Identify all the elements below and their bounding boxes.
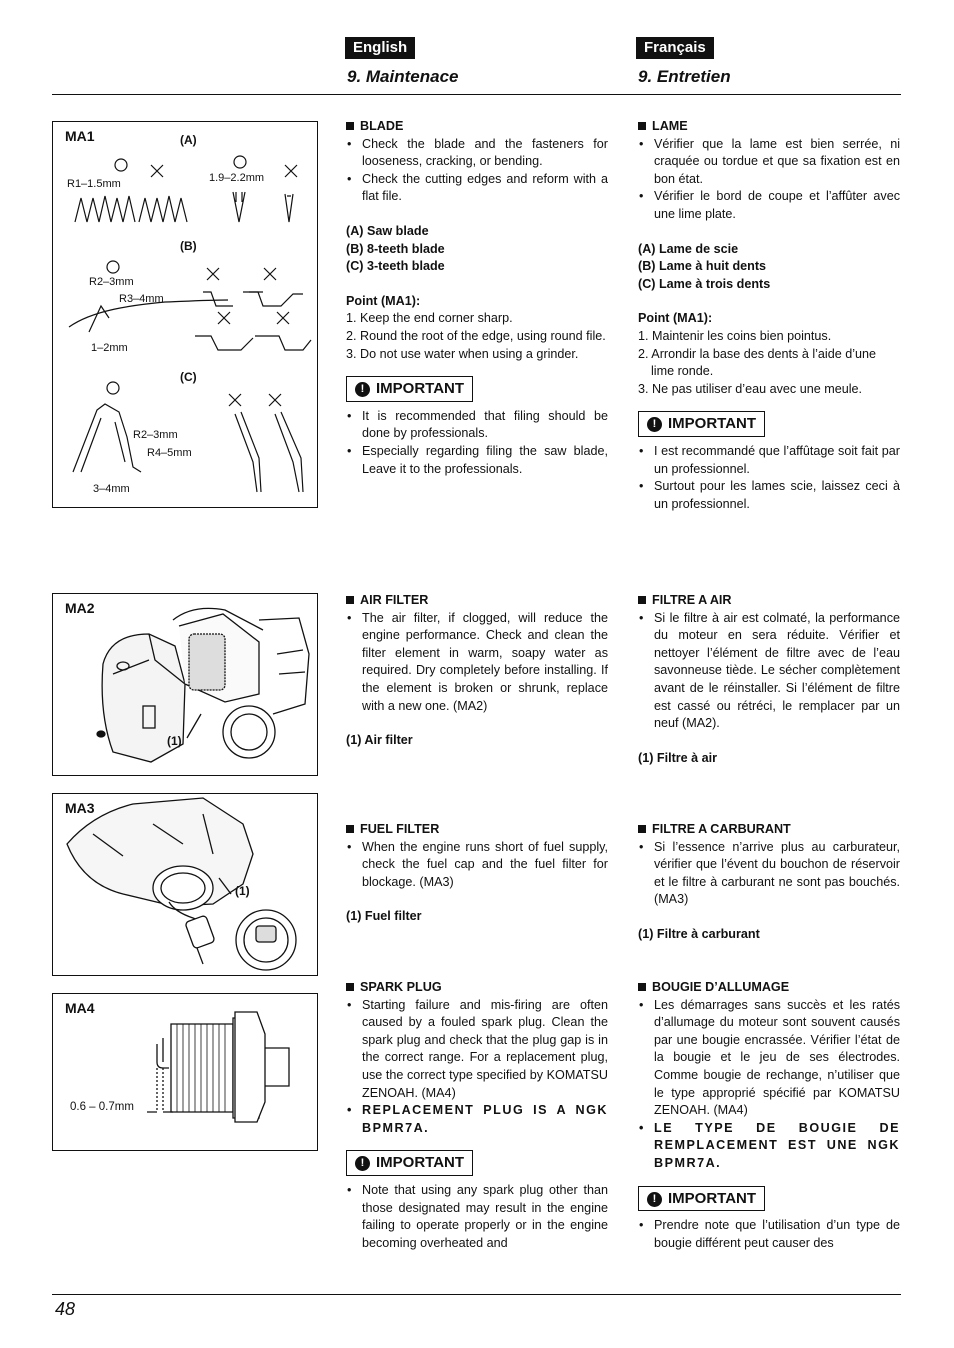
figure-ma4	[52, 993, 318, 1151]
blade-type: (A) Saw blade	[346, 223, 429, 238]
blade-type: (C) Lame à trois dents	[638, 276, 771, 291]
bullet-item: • Prendre note que l’utilisation d’un type de bougie différent peut causer des	[638, 1217, 900, 1252]
section-heading: AIR FILTER	[346, 592, 608, 610]
exclamation-icon: !	[355, 1156, 370, 1171]
ok-circle-icon	[107, 382, 119, 394]
ng-cross-icon	[285, 165, 297, 177]
footer-rule	[52, 1294, 901, 1295]
bullet-item: • LE TYPE DE BOUGIE DE REMPLACEMENT EST UNE NGK BPMR7A.	[638, 1120, 900, 1173]
fr-air-filter-section	[638, 592, 900, 767]
spark-plug-diagram	[53, 994, 319, 1152]
dimension-label: R2–3mm	[133, 429, 178, 441]
blade-type: (C) 3-teeth blade	[346, 259, 445, 274]
ng-cross-icon	[269, 394, 281, 406]
section-heading: FUEL FILTER	[346, 821, 608, 839]
figure-ma1	[52, 121, 318, 508]
bullet-item: • Especially regarding filing the saw blade, Leave it to the professionals.	[346, 443, 608, 478]
language-tab-francais: Français	[636, 37, 714, 59]
section-heading: FILTRE A AIR	[638, 592, 900, 610]
part-label: (1) Filtre à carburant	[638, 926, 760, 941]
figure-callout-b: (B)	[180, 239, 197, 253]
bullet-item: • The air filter, if clogged, will reduce the engine performance. Check and clean the filter element in warm, soapy water as required. Dry completely before installing. If the element is broken or shrunk, replace with a new one. (MA2)	[346, 610, 608, 716]
en-air-filter-section	[346, 592, 608, 750]
bullet-item: • REPLACEMENT PLUG IS A NGK BPMR7A.	[346, 1102, 608, 1137]
important-label: IMPORTANT	[668, 415, 757, 433]
language-tab-english: English	[345, 37, 415, 59]
dimension-label: 0.6 – 0.7mm	[70, 1101, 134, 1113]
dimension-label: R3–4mm	[119, 293, 164, 305]
bullet-item: • Si l’essence n’arrive plus au carburateur, vérifier que l’évent du bouchon de réservoir et le filtre à carburant ne sont pas bouchés. (MA3)	[638, 839, 900, 909]
section-title-en: 9. Maintenace	[347, 67, 459, 86]
part-label: (1) Air filter	[346, 733, 413, 748]
figure-label: MA4	[65, 1000, 95, 1016]
dimension-label: 1.9–2.2mm	[209, 172, 265, 184]
bullet-item: • When the engine runs short of fuel supply, check the fuel cap and the fuel filter for blockage. (MA3)	[346, 839, 608, 892]
point-item: 3. Do not use water when using a grinder.	[346, 346, 579, 361]
figure-callout: (1)	[167, 734, 182, 748]
figure-label: MA2	[65, 600, 95, 616]
fuel-filter-diagram	[53, 794, 319, 977]
section-title-fr: 9. Entretien	[638, 67, 731, 86]
section-heading: BLADE	[346, 118, 608, 136]
point-title: Point (MA1):	[638, 311, 713, 326]
important-label: IMPORTANT	[376, 380, 465, 398]
dimension-label: R2–3mm	[89, 276, 134, 288]
figure-callout: (1)	[235, 884, 250, 898]
dimension-label: 3–4mm	[93, 483, 130, 495]
figure-callout-a: (A)	[180, 133, 197, 147]
figure-ma2	[52, 593, 318, 776]
en-spark-plug-section	[346, 979, 608, 1252]
exclamation-icon: !	[647, 1192, 662, 1207]
bullet-item: • Starting failure and mis-firing are often caused by a fouled spark plug. Clean the spark plug and check that the plug gap is in the correct range. For a replacement plug, use the correct type specified by KOMATSU ZENOAH. (MA4)	[346, 997, 608, 1103]
bullet-item: • Vérifier que la lame est bien serrée, ni craquée ou tordue et que sa fixation est en bon état.	[638, 136, 900, 189]
blade-type: (B) Lame à huit dents	[638, 259, 767, 274]
exclamation-icon: !	[355, 382, 370, 397]
air-filter-diagram	[53, 594, 319, 777]
part-label: (1) Fuel filter	[346, 909, 422, 924]
ng-cross-icon	[207, 268, 219, 280]
point-title: Point (MA1):	[346, 293, 421, 308]
dimension-label: R1–1.5mm	[67, 178, 121, 190]
important-label: IMPORTANT	[376, 1154, 465, 1172]
section-heading: SPARK PLUG	[346, 979, 608, 997]
bullet-item: • Si le filtre à air est colmaté, la performance du moteur en sera réduite. Vérifier et nettoyer l’élément de filtre avec de l’eau savonneuse tiède. Le sécher complètement avant de le réinstaller. Si l’élément de filtre est cassé ou rétréci, le remplacer par un neuf (MA2).	[638, 610, 900, 733]
fr-fuel-filter-section	[638, 821, 900, 944]
bullet-item: • Note that using any spark plug other than those designated may result in the engine failing to operate properly or in the engine becoming overheated and	[346, 1182, 608, 1252]
ok-circle-icon	[234, 156, 246, 168]
en-fuel-filter-section	[346, 821, 608, 926]
section-heading: LAME	[638, 118, 900, 136]
important-notice	[346, 1150, 473, 1176]
figure-ma3	[52, 793, 318, 976]
point-item: 1. Maintenir les coins bien pointus.	[638, 328, 832, 343]
bullet-item: • It is recommended that filing should be done by professionals.	[346, 408, 608, 443]
ok-circle-icon	[115, 159, 127, 171]
important-notice	[638, 1186, 765, 1212]
section-heading: BOUGIE D’ALLUMAGE	[638, 979, 900, 997]
point-item: 3. Ne pas utiliser d’eau avec une meule.	[638, 381, 863, 396]
ng-cross-icon	[264, 268, 276, 280]
section-heading: FILTRE A CARBURANT	[638, 821, 900, 839]
dimension-label: 1–2mm	[91, 342, 128, 354]
ok-circle-icon	[107, 261, 119, 273]
blade-type: (A) Lame de scie	[638, 241, 739, 256]
dimension-label: R4–5mm	[147, 447, 192, 459]
blade-type: (B) 8-teeth blade	[346, 241, 445, 256]
bullet-item: • I est recommandé que l’affûtage soit fait par un professionnel.	[638, 443, 900, 478]
important-notice	[638, 411, 765, 437]
bullet-item: • Check the blade and the fasteners for looseness, cracking, or bending.	[346, 136, 608, 171]
ng-cross-icon	[151, 165, 163, 177]
fr-spark-plug-section	[638, 979, 900, 1252]
figure-label: MA3	[65, 800, 95, 816]
bullet-item: • Vérifier le bord de coupe et l’affûter avec une lime plate.	[638, 188, 900, 223]
important-notice	[346, 376, 473, 402]
ng-cross-icon	[229, 394, 241, 406]
exclamation-icon: !	[647, 417, 662, 432]
en-blade-section	[346, 118, 608, 478]
important-label: IMPORTANT	[668, 1189, 757, 1207]
fr-blade-section	[638, 118, 900, 513]
point-item: 2. Round the root of the edge, using round file.	[346, 328, 606, 343]
bullet-item: • Surtout pour les lames scie, laissez ceci à un professionnel.	[638, 478, 900, 513]
ng-cross-icon	[218, 312, 230, 324]
figure-label: MA1	[65, 128, 95, 144]
point-item: 1. Keep the end corner sharp.	[346, 311, 513, 326]
point-item: 2. Arrondir la base des dents à l’aide d’une lime ronde.	[638, 346, 877, 379]
bullet-item: • Check the cutting edges and reform with a flat file.	[346, 171, 608, 206]
bullet-item: • Les démarrages sans succès et les ratés d’allumage du moteur sont souvent causés par une bougie encrassée. Vérifier l’état de la bougie et le jeu de ses électrodes. Comme bougie de rechange, n’utiliser que le type approprié spécifié par KOMATSU ZENOAH. (MA4)	[638, 997, 900, 1120]
header-rule	[52, 94, 901, 95]
part-label: (1) Filtre à air	[638, 750, 718, 765]
ng-cross-icon	[277, 312, 289, 324]
page-number: 48	[55, 1299, 76, 1319]
figure-callout-c: (C)	[180, 370, 197, 384]
